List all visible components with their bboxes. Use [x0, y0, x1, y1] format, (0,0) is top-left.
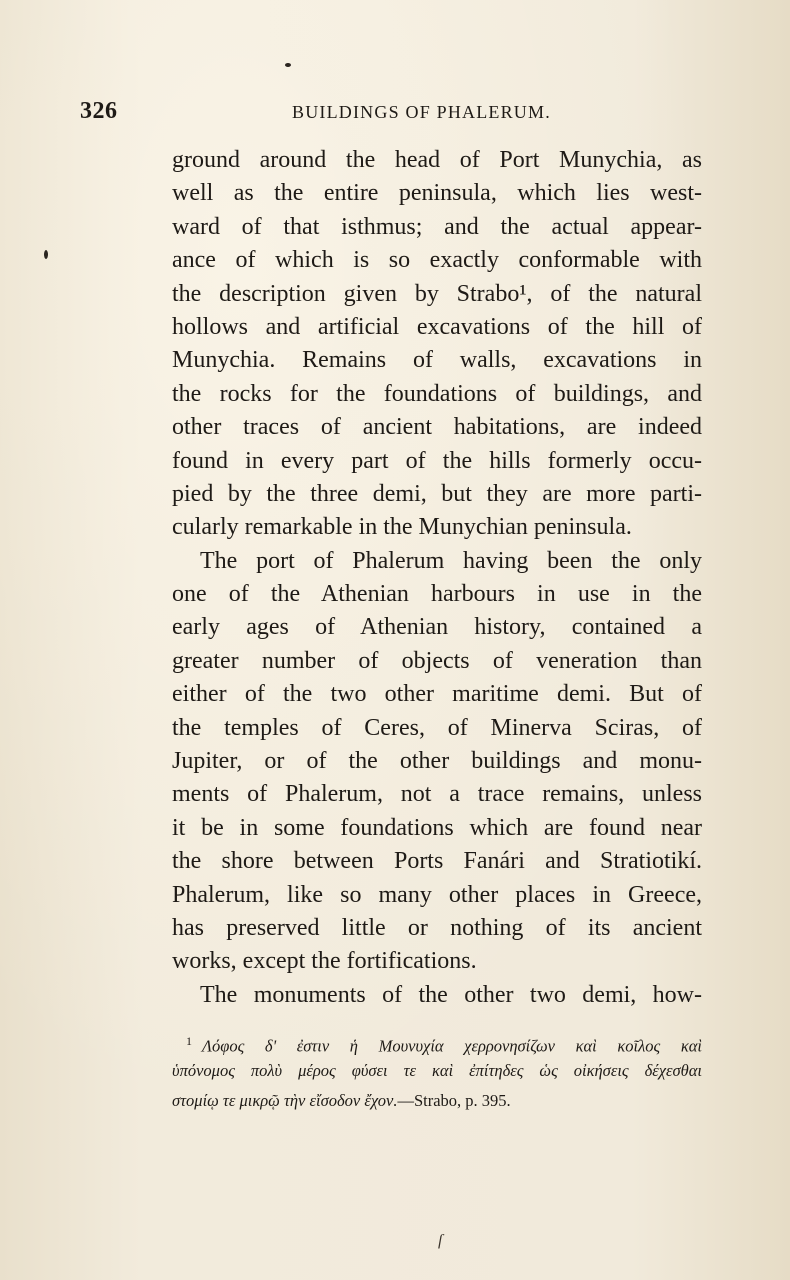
text-line: Phalerum, like so many other places in Greece, [172, 881, 702, 908]
ink-speck-top [285, 63, 291, 67]
text-line: greater number of objects of veneration than [172, 647, 702, 674]
text-line: it be in some foundations which are found near [172, 814, 702, 841]
text-line: pied by the three demi, but they are more parti- [172, 480, 702, 507]
text-line: the temples of Ceres, of Minerva Sciras, of [172, 714, 702, 741]
page-number: 326 [80, 98, 118, 124]
footnote-line [172, 1086, 702, 1116]
text-line: found in every part of the hills formerly occu- [172, 447, 702, 474]
text-line: has preserved little or nothing of its ancient [172, 914, 702, 941]
text-line: hollows and artificial excavations of the hill of [172, 313, 702, 340]
bottom-mark: ſ [438, 1232, 443, 1249]
text-line: well as the entire peninsula, which lies west- [172, 180, 702, 207]
footnote-line: ὑπόνομος πολὺ μέρος φύσει τε καὶ ἐπίτηδες ὡς οἰκήσεις δέχεσθαι [172, 1061, 702, 1080]
text-line: Jupiter, or of the other buildings and monu- [172, 748, 702, 775]
text-line: one of the Athenian harbours in use in the [172, 581, 702, 608]
text-line: works, except the fortifications. [172, 948, 477, 975]
footnote-marker: 1 [186, 1034, 192, 1048]
text-line: other traces of ancient habitations, are indeed [172, 414, 702, 441]
text-line: either of the two other maritime demi. But of [172, 681, 702, 708]
text-line: Munychia. Remains of walls, excavations in [172, 347, 702, 374]
text-line: the description given by Strabo¹, of the natural [172, 280, 702, 307]
footnote [172, 1026, 702, 1116]
page-header [80, 98, 700, 132]
ink-speck-margin [44, 250, 48, 259]
text-line: ground around the head of Port Munychia, as [172, 147, 702, 173]
body-text [172, 144, 702, 1012]
text-line: The port of Phalerum having been the only [200, 547, 702, 574]
footnote-line [172, 1026, 702, 1056]
footnote-text: στομίῳ τε μικρῷ τὴν εἴσοδον ἔχον. [172, 1091, 398, 1110]
running-head: BUILDINGS OF PHALERUM. [292, 102, 551, 122]
text-line: the shore between Ports Fanári and Stratiotikí. [172, 848, 702, 875]
footnote-source: —Strabo, p. 395. [397, 1091, 511, 1110]
footnote-text: Λόφος δ' ἐστιν ἡ Μουνυχία χερρονησίζων καὶ κοῖλος καὶ [202, 1036, 702, 1056]
text-line: ance of which is so exactly conformable with [172, 247, 702, 274]
text-line: The monuments of the other two demi, how- [200, 981, 702, 1008]
text-line: ward of that isthmus; and the actual appear- [172, 213, 702, 240]
text-line: ments of Phalerum, not a trace remains, unless [172, 781, 702, 808]
text-line: early ages of Athenian history, contained a [172, 614, 702, 641]
text-line: the rocks for the foundations of buildings, and [172, 380, 702, 407]
text-line: cularly remarkable in the Munychian peninsula. [172, 514, 632, 541]
